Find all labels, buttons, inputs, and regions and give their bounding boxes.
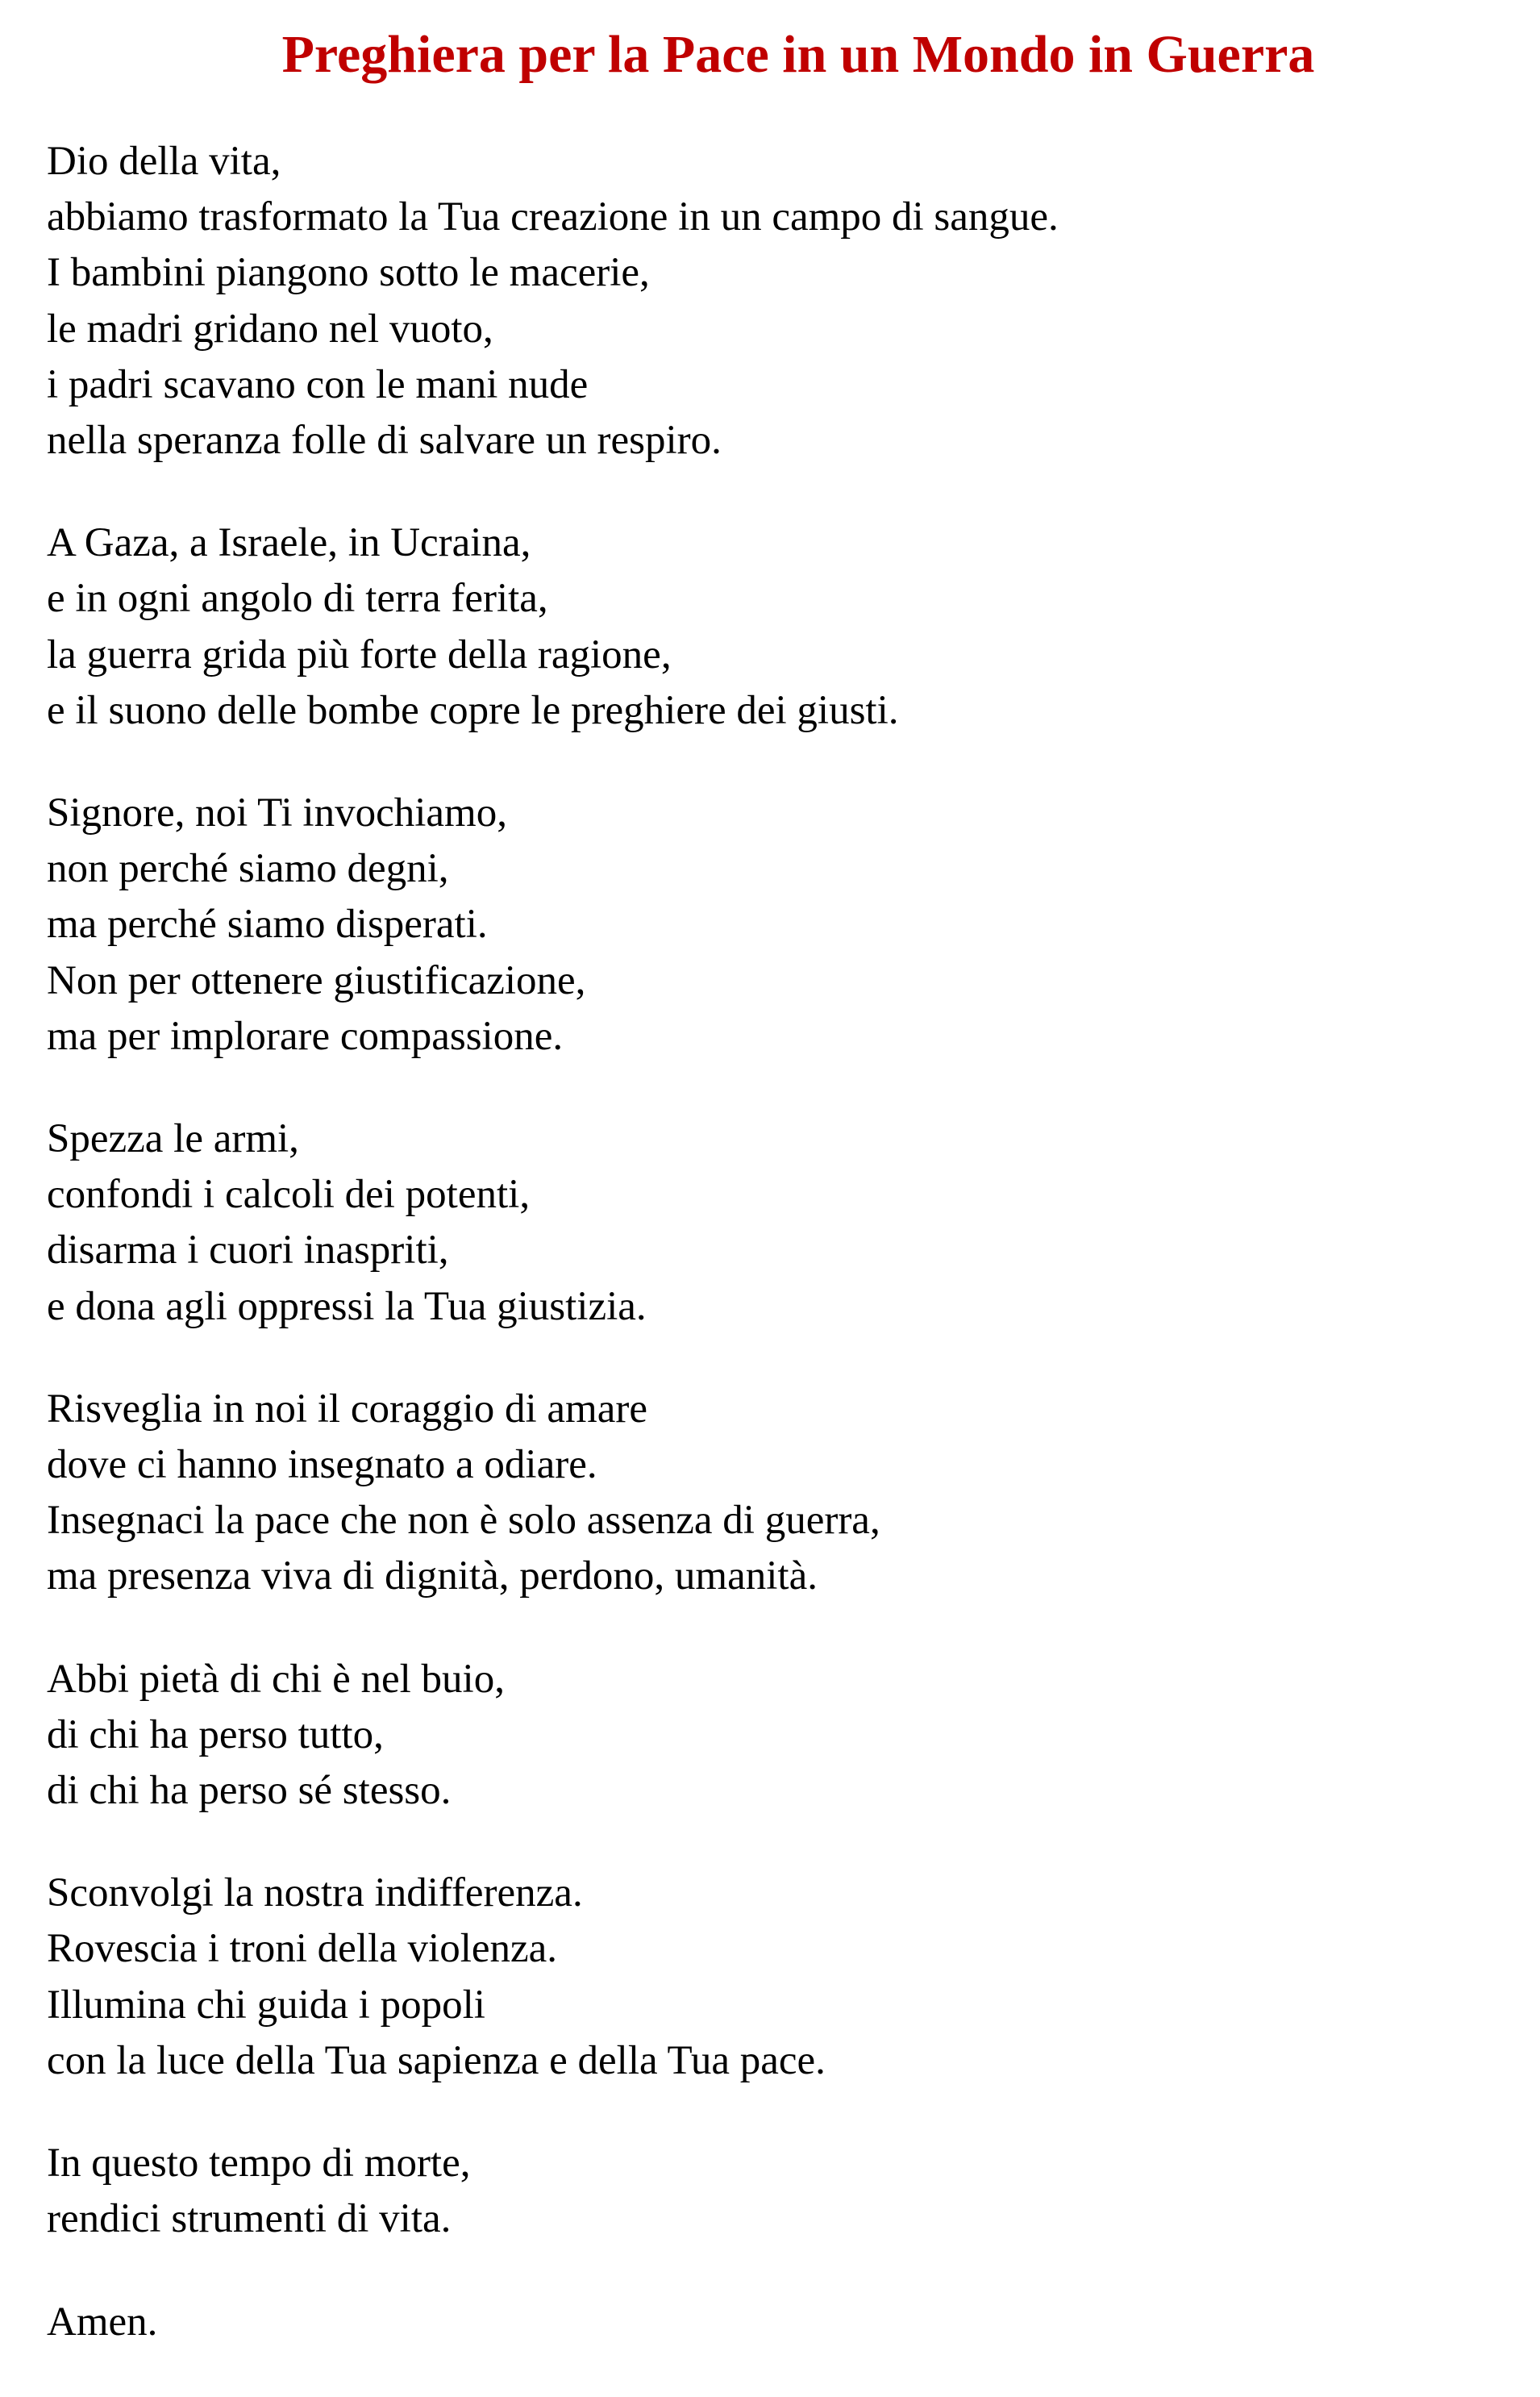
verse-line: ma presenza viva di dignità, perdono, umanità. — [47, 1553, 818, 1599]
verse-line: i padri scavano con le mani nude — [47, 361, 589, 407]
verse-line: di chi ha perso sé stesso. — [47, 1768, 452, 1814]
stanza-4 — [47, 1111, 1498, 1335]
verse-line: Spezza le armi, — [47, 1116, 299, 1162]
verse-line: le madri gridano nel vuoto, — [47, 306, 493, 352]
verse-line: Abbi pietà di chi è nel buio, — [47, 1656, 505, 1702]
verse-line: Dio della vita, — [47, 139, 281, 184]
verse-line: Amen. — [47, 2299, 158, 2345]
stanza-6 — [47, 1652, 1498, 1820]
verse-line: con la luce della Tua sapienza e della Tua pace. — [47, 2037, 826, 2083]
verse-line: e dona agli oppressi la Tua giustizia. — [47, 1283, 647, 1329]
verse-line: rendici strumenti di vita. — [47, 2196, 452, 2242]
verse-line: dove ci hanno insegnato a odiare. — [47, 1442, 597, 1488]
verse-line: ma perché siamo disperati. — [47, 902, 488, 948]
verse-line: di chi ha perso tutto, — [47, 1711, 384, 1757]
stanza-1 — [47, 134, 1498, 469]
verse-line: I bambini piangono sotto le macerie, — [47, 250, 650, 296]
stanza-3 — [47, 786, 1498, 1065]
verse-line: A Gaza, a Israele, in Ucraina, — [47, 520, 531, 566]
stanza-8 — [47, 2136, 1498, 2247]
stanza-9 — [47, 2295, 1498, 2350]
document-title: Preghiera per la Pace in un Mondo in Guerra — [281, 25, 1315, 84]
verse-line: Non per ottenere giustificazione, — [47, 957, 586, 1003]
verse-line: Illumina chi guida i popoli — [47, 1982, 485, 2028]
verse-line: abbiamo trasformato la Tua creazione in un campo di sangue. — [47, 194, 1059, 240]
verse-line: Sconvolgi la nostra indifferenza. — [47, 1870, 583, 1916]
verse-line: Risveglia in noi il coraggio di amare — [47, 1386, 647, 1432]
verse-line: Insegnaci la pace che non è solo assenza di guerra, — [47, 1498, 880, 1544]
verse-line: confondi i calcoli dei potenti, — [47, 1172, 531, 1218]
verse-line: Rovescia i troni della violenza. — [47, 1926, 558, 1972]
verse-line: e in ogni angolo di terra ferita, — [47, 576, 548, 622]
verse-line: ma per implorare compassione. — [47, 1013, 564, 1059]
verse-line: la guerra grida più forte della ragione, — [47, 632, 672, 677]
stanza-5 — [47, 1382, 1498, 1605]
verse-line: Signore, noi Ti invochiamo, — [47, 790, 507, 836]
prayer-body — [47, 134, 1498, 2397]
stanza-2 — [47, 515, 1498, 739]
verse-line: non perché siamo degni, — [47, 846, 449, 892]
stanza-7 — [47, 1865, 1498, 2089]
verse-line: In questo tempo di morte, — [47, 2141, 471, 2186]
verse-line: e il suono delle bombe copre le preghiere dei giusti. — [47, 687, 899, 733]
verse-line: nella speranza folle di salvare un respiro. — [47, 418, 722, 464]
verse-line: disarma i cuori inaspriti, — [47, 1228, 449, 1274]
